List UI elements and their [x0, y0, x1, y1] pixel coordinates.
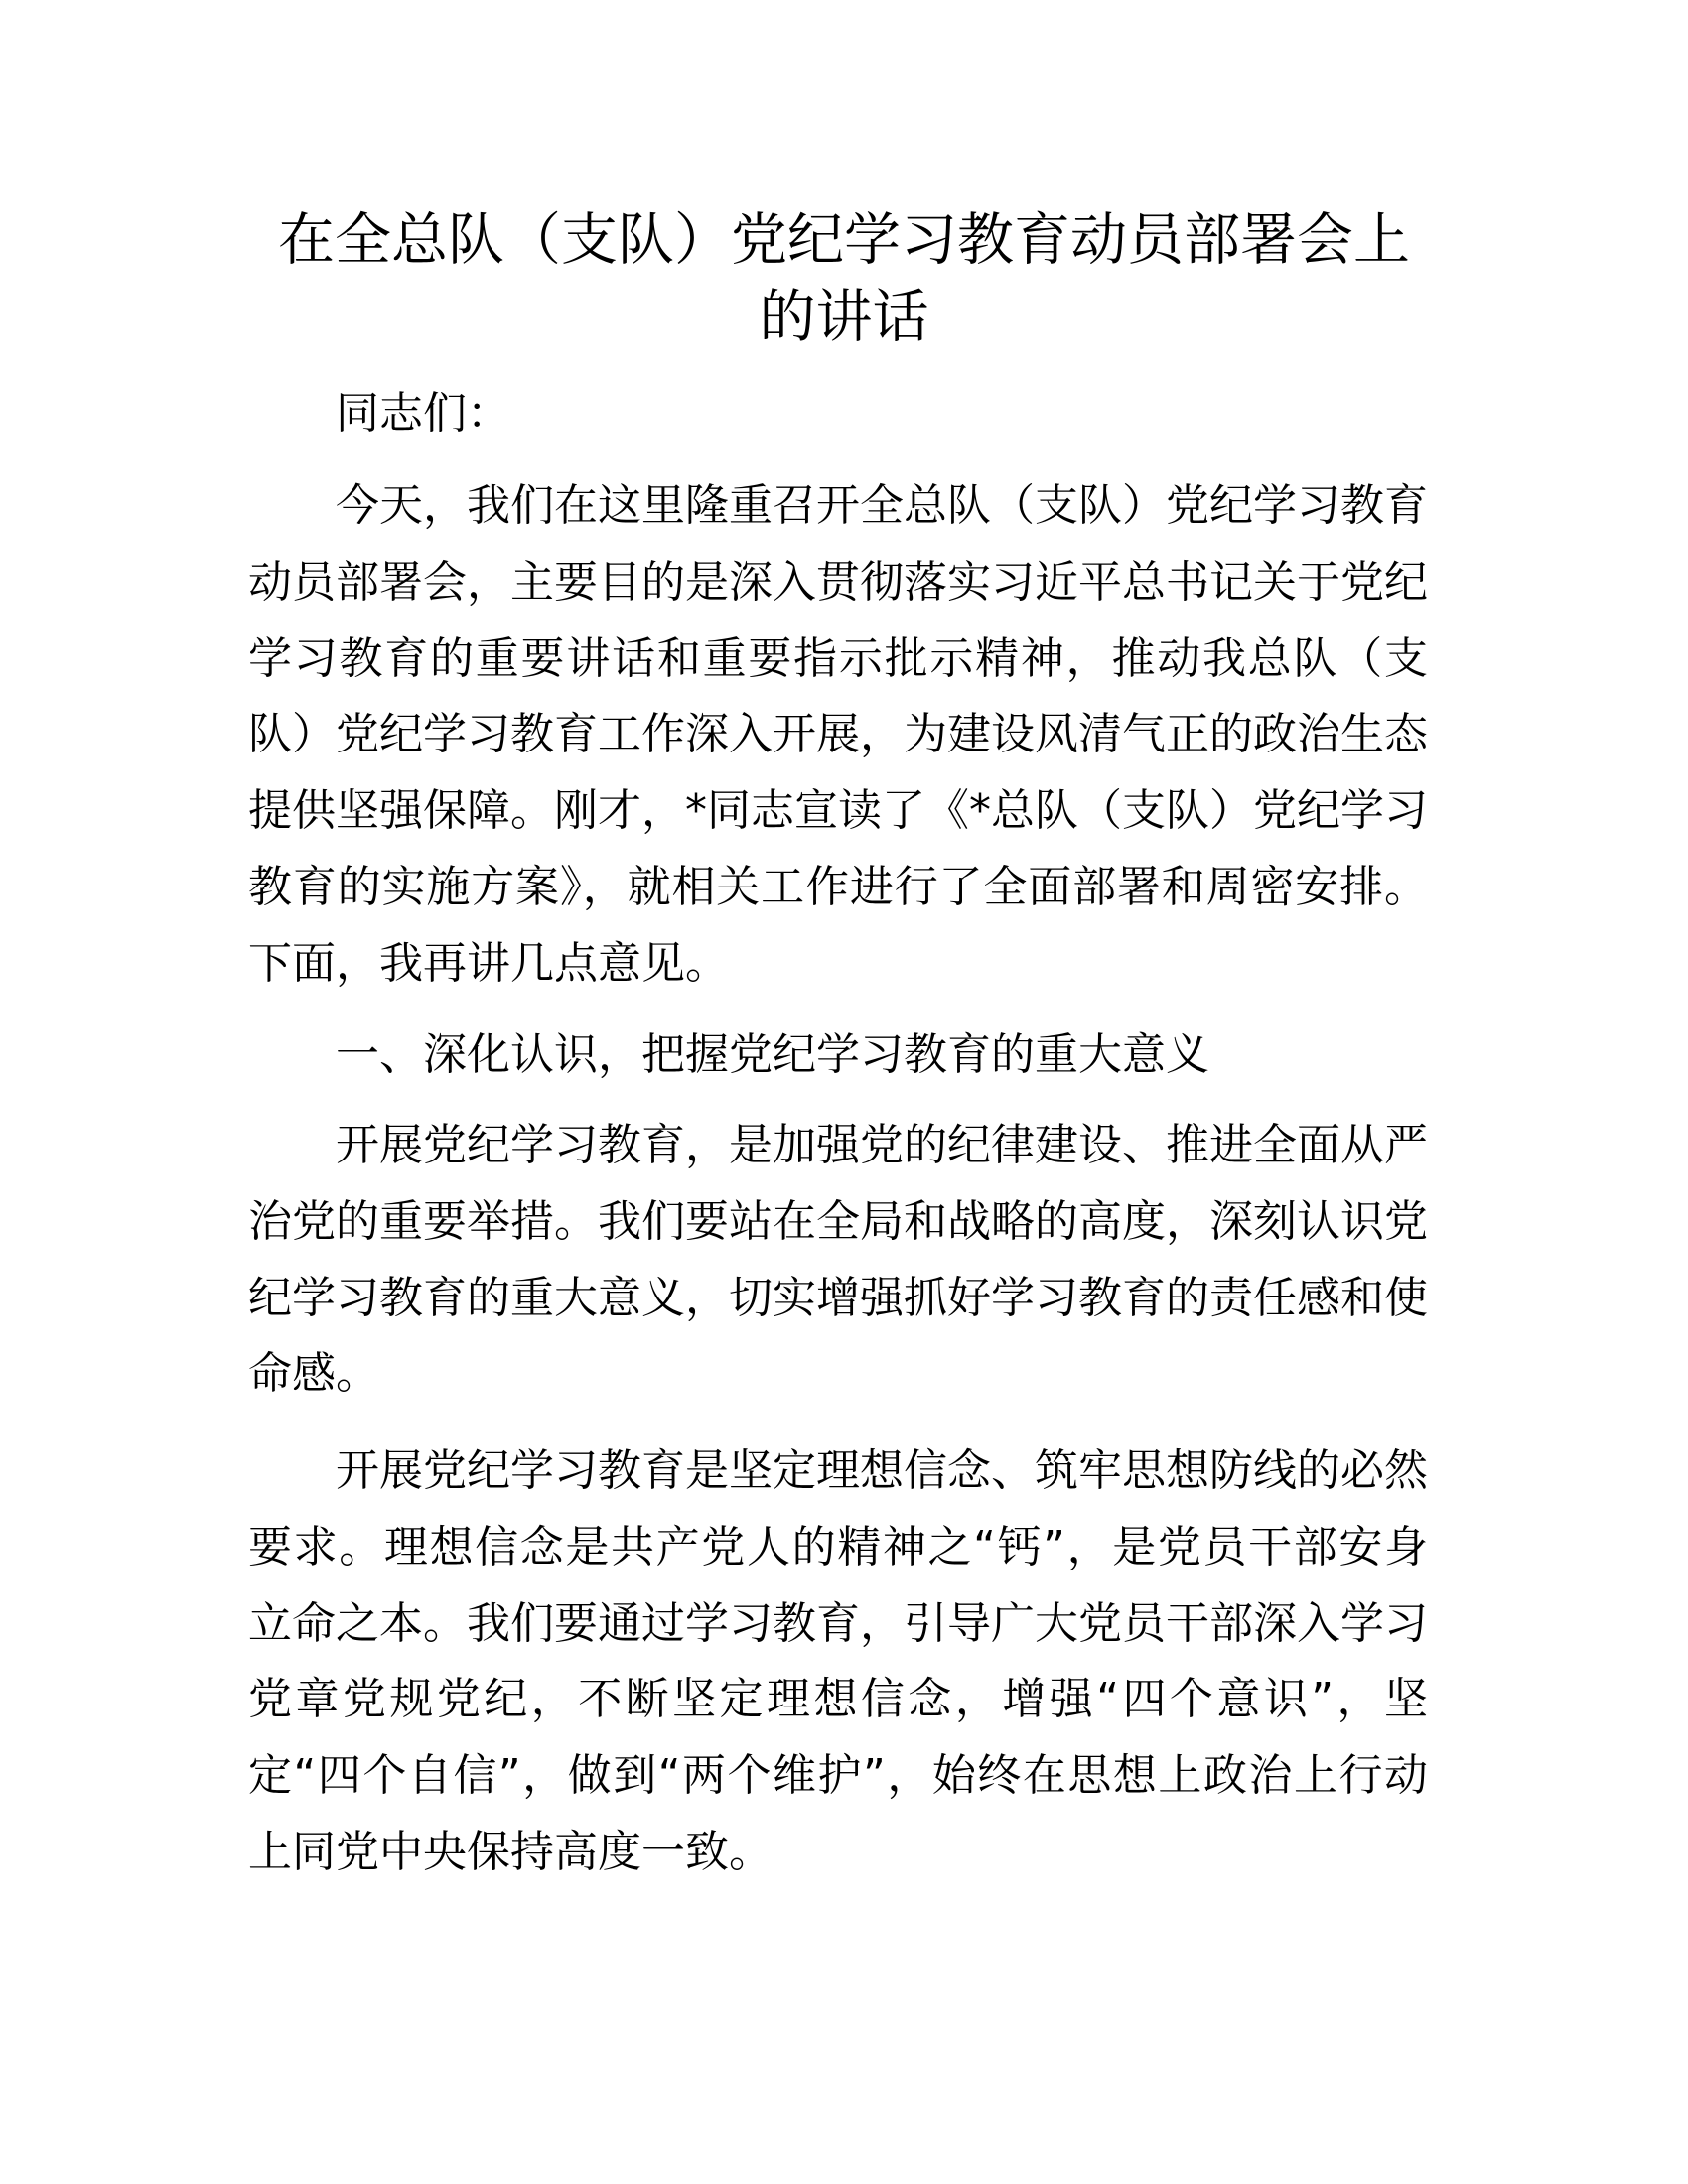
text-line: 要求。理想信念是共产党人的精神之“钙”，是党员干部安身	[248, 1521, 1428, 1572]
section-heading-1	[248, 1018, 1428, 1094]
title-line-1: 在全总队（支队）党纪学习教育动员部署会上	[278, 207, 1410, 273]
text-line: 上同党中央保持高度一致。	[248, 1826, 773, 1877]
text-line: 动员部署会，主要目的是深入贯彻落实习近平总书记关于党纪	[248, 556, 1428, 608]
paragraph-significance	[248, 1108, 1428, 1413]
text-line: 治党的重要举措。我们要站在全局和战略的高度，深刻认识党	[248, 1195, 1428, 1247]
text-line: 一、深化认识，把握党纪学习教育的重大意义	[336, 1029, 1209, 1080]
text-line: 学习教育的重要讲话和重要指示批示精神，推动我总队（支	[248, 632, 1428, 684]
text-line: 队）党纪学习教育工作深入开展，为建设风清气正的政治生态	[248, 709, 1428, 760]
text-line: 定“四个自信”，做到“两个维护”，始终在思想上政治上行动	[248, 1750, 1428, 1802]
paragraph-ideals	[248, 1433, 1428, 1891]
paragraph-intro	[248, 469, 1428, 1003]
salutation	[248, 376, 1428, 453]
title-line-2: 的讲话	[759, 284, 929, 349]
text-line: 教育的实施方案》，就相关工作进行了全面部署和周密安排。	[248, 861, 1428, 912]
text-line: 提供坚强保障。刚才，*同志宣读了《*总队（支队）党纪学习	[248, 785, 1428, 837]
text-line: 纪学习教育的重大意义，切实增强抓好学习教育的责任感和使	[248, 1272, 1428, 1323]
text-line: 今天，我们在这里隆重召开全总队（支队）党纪学习教育	[336, 480, 1428, 531]
document-title	[199, 203, 1489, 355]
text-line: 立命之本。我们要通过学习教育，引导广大党员干部深入学习	[248, 1597, 1428, 1649]
text-line: 党章党规党纪，不断坚定理想信念，增强“四个意识”，坚	[248, 1674, 1428, 1725]
salutation-text: 同志们：	[336, 388, 510, 439]
text-line: 开展党纪学习教育是坚定理想信念、筑牢思想防线的必然	[336, 1445, 1428, 1496]
text-line: 下面，我再讲几点意见。	[248, 937, 729, 989]
text-line: 命感。	[248, 1348, 379, 1400]
text-line: 开展党纪学习教育，是加强党的纪律建设、推进全面从严	[336, 1120, 1428, 1170]
